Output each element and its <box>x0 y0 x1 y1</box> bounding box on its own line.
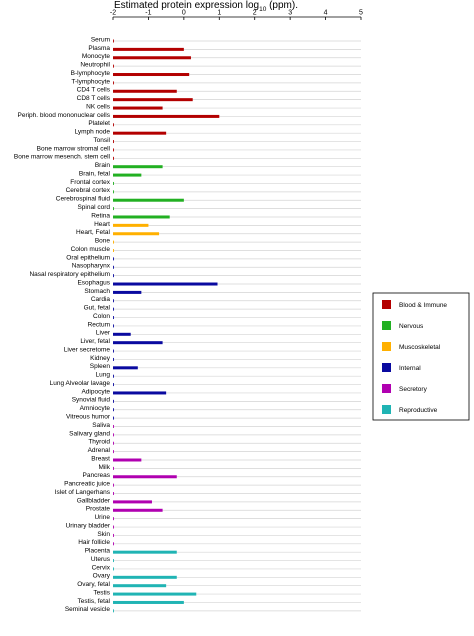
bar-39 <box>113 366 138 369</box>
category-label: Plasma <box>88 44 110 52</box>
category-label: Gut, fetal <box>83 304 110 312</box>
category-label: Uterus <box>90 555 110 563</box>
category-label: Bone marrow mesench. stem cell <box>13 153 110 161</box>
category-label: Ovary <box>92 572 110 580</box>
bar-27 <box>113 266 114 269</box>
bar-58 <box>113 526 114 529</box>
bar-53 <box>113 484 114 487</box>
bar-52 <box>113 475 177 478</box>
bar-29 <box>113 283 218 286</box>
bar-38 <box>113 358 114 361</box>
bar-10 <box>113 123 114 126</box>
bar-57 <box>113 517 114 520</box>
category-label: Pancreas <box>82 472 110 480</box>
category-label: Saliva <box>92 421 110 429</box>
chart-title-main: Estimated protein expression log <box>114 0 260 11</box>
bar-23 <box>113 232 159 235</box>
bar-9 <box>113 115 219 118</box>
category-label: Adrenal <box>87 447 110 455</box>
bar-45 <box>113 417 114 420</box>
bar-59 <box>113 534 114 537</box>
bar-15 <box>113 165 163 168</box>
category-label: NK cells <box>86 103 110 111</box>
category-label: Testis, fetal <box>77 597 110 605</box>
category-label: Ovary, fetal <box>77 581 110 589</box>
category-label: Prostate <box>85 505 110 513</box>
bar-60 <box>113 542 114 545</box>
bar-3 <box>113 65 114 68</box>
bar-14 <box>113 157 114 160</box>
category-label: Islet of Langerhans <box>54 488 110 496</box>
category-label: Serum <box>90 36 110 44</box>
category-label: Thyroid <box>88 438 110 446</box>
bar-33 <box>113 316 114 319</box>
bar-24 <box>113 241 114 244</box>
chart-title <box>114 0 298 13</box>
category-label: Periph. blood mononuclear cells <box>17 111 110 119</box>
category-label: Milk <box>98 463 110 471</box>
category-label: Seminal vesicle <box>64 606 110 614</box>
legend-label: Blood & Immune <box>399 302 448 309</box>
bar-22 <box>113 224 148 227</box>
category-label: Salivary gland <box>69 430 110 438</box>
category-label: Nasal respiratory epithelium <box>29 271 110 279</box>
bar-13 <box>113 148 114 151</box>
bar-5 <box>113 81 114 84</box>
x-axis <box>110 10 363 21</box>
bar-12 <box>113 140 114 143</box>
category-label: CD8 T cells <box>76 95 110 103</box>
bar-68 <box>113 609 114 612</box>
row-gridlines <box>113 41 361 611</box>
category-label: Rectum <box>87 321 110 329</box>
bar-34 <box>113 324 114 327</box>
bar-1 <box>113 48 184 51</box>
category-label: Brain <box>94 162 110 170</box>
category-label: Bone <box>94 237 110 245</box>
bar-40 <box>113 375 114 378</box>
x-tick-label: 0 <box>181 9 186 17</box>
bar-41 <box>113 383 114 386</box>
category-label: Platelet <box>88 120 110 128</box>
category-label: Testis <box>93 589 110 597</box>
x-tick-label: -1 <box>145 9 152 17</box>
bar-48 <box>113 442 114 445</box>
category-label: Monocyte <box>81 53 110 61</box>
bar-6 <box>113 90 177 93</box>
category-label: Hair follicle <box>78 539 110 547</box>
category-label: Stomach <box>84 287 110 295</box>
bar-56 <box>113 509 163 512</box>
category-label: Heart <box>94 220 110 228</box>
category-label: Lymph node <box>74 128 110 136</box>
legend-box <box>373 293 469 420</box>
bar-51 <box>113 467 114 470</box>
category-label: Urine <box>94 514 110 522</box>
bar-19 <box>113 199 184 202</box>
bar-54 <box>113 492 114 495</box>
x-tick-label: -2 <box>109 9 117 17</box>
bar-42 <box>113 391 166 394</box>
category-label: Vitreous humor <box>66 413 110 421</box>
category-label: Pancreatic juice <box>64 480 110 488</box>
x-tick-label: 1 <box>217 9 222 17</box>
x-tick-label: 5 <box>359 9 363 17</box>
bar-62 <box>113 559 114 562</box>
category-label: Skin <box>97 530 110 538</box>
legend-label: Muscoskeletal <box>399 344 441 351</box>
category-label: Colon <box>93 312 110 320</box>
category-label: Esophagus <box>77 279 110 287</box>
category-label: Lung Alveolar lavage <box>49 379 110 387</box>
legend-swatch <box>382 321 391 330</box>
bar-55 <box>113 500 152 503</box>
category-label: Amniocyte <box>79 405 110 413</box>
bar-20 <box>113 207 114 210</box>
category-label: Synovial fluid <box>71 396 110 404</box>
category-label: Liver <box>95 329 110 337</box>
bar-64 <box>113 576 177 579</box>
bar-0 <box>113 40 114 43</box>
category-label: Breast <box>91 455 110 463</box>
category-label: Colon muscle <box>70 245 110 253</box>
bar-44 <box>113 408 114 411</box>
bar-25 <box>113 249 114 252</box>
category-label: Cervix <box>91 564 110 572</box>
legend-label: Secretory <box>399 386 427 393</box>
bar-67 <box>113 601 184 604</box>
chart-title-subscript: 10 <box>259 6 267 13</box>
category-label: Spinal cord <box>77 204 110 211</box>
bar-66 <box>113 593 196 596</box>
category-label: Tonsil <box>93 136 110 144</box>
category-label: T-lymphocyte <box>71 78 110 86</box>
x-tick-label: 3 <box>288 9 293 17</box>
category-label: Adipocyte <box>81 388 110 396</box>
x-tick-label: 4 <box>323 9 328 17</box>
bar-26 <box>113 257 114 260</box>
category-label: Brain, fetal <box>78 170 110 178</box>
bar-21 <box>113 215 170 218</box>
category-label: Cerebral cortex <box>65 187 110 195</box>
bar-2 <box>113 56 191 59</box>
category-label: Oral epithelium <box>66 254 110 262</box>
bar-30 <box>113 291 141 294</box>
bar-32 <box>113 308 114 311</box>
bar-47 <box>113 433 114 436</box>
bar-16 <box>113 174 141 177</box>
category-labels <box>14 36 111 613</box>
bar-63 <box>113 567 114 570</box>
category-label: Spleen <box>89 363 110 371</box>
bar-31 <box>113 299 114 302</box>
legend-label: Internal <box>399 365 421 372</box>
category-label: Nasopharynx <box>71 262 110 270</box>
legend-swatch <box>382 405 391 414</box>
category-label: Heart, Fetal <box>76 229 110 237</box>
legend-label: Reproductive <box>399 407 438 414</box>
category-label: Liver secretome <box>63 346 110 354</box>
bar-61 <box>113 551 177 554</box>
bar-37 <box>113 350 114 353</box>
category-label: Neutrophil <box>80 61 110 69</box>
category-label: Urinary bladder <box>65 522 110 530</box>
bar-28 <box>113 274 114 277</box>
bar-17 <box>113 182 114 185</box>
category-label: Kidney <box>90 354 110 362</box>
bar-4 <box>113 73 189 76</box>
legend-swatch <box>382 300 391 309</box>
legend <box>373 293 469 420</box>
category-label: Placenta <box>84 547 110 555</box>
legend-label: Nervous <box>399 323 424 330</box>
category-label: Cardia <box>90 296 110 304</box>
bar-8 <box>113 107 163 110</box>
bar-35 <box>113 333 131 336</box>
bar-36 <box>113 341 163 344</box>
bar-11 <box>113 132 166 135</box>
category-label: Retina <box>91 212 110 220</box>
category-label: Lung <box>95 371 110 379</box>
bar-43 <box>113 400 114 403</box>
category-label: Liver, fetal <box>80 338 110 346</box>
category-label: Bone marrow stromal cell <box>36 145 110 153</box>
x-tick-label: 2 <box>252 9 257 17</box>
category-label: Frontal cortex <box>70 178 110 186</box>
bar-50 <box>113 459 141 462</box>
chart-title-suffix: (ppm). <box>266 0 298 11</box>
bar-46 <box>113 425 114 428</box>
bar-49 <box>113 450 114 453</box>
legend-swatch <box>382 363 391 372</box>
category-label: Gallbladder <box>76 497 110 505</box>
bar-7 <box>113 98 193 101</box>
bar-65 <box>113 584 166 587</box>
legend-swatch <box>382 342 391 351</box>
category-label: CD4 T cells <box>76 86 110 94</box>
category-label: Cerebrospinal fluid <box>55 195 110 203</box>
category-label: B-lymphocyte <box>70 69 110 77</box>
legend-swatch <box>382 384 391 393</box>
bar-18 <box>113 190 114 193</box>
